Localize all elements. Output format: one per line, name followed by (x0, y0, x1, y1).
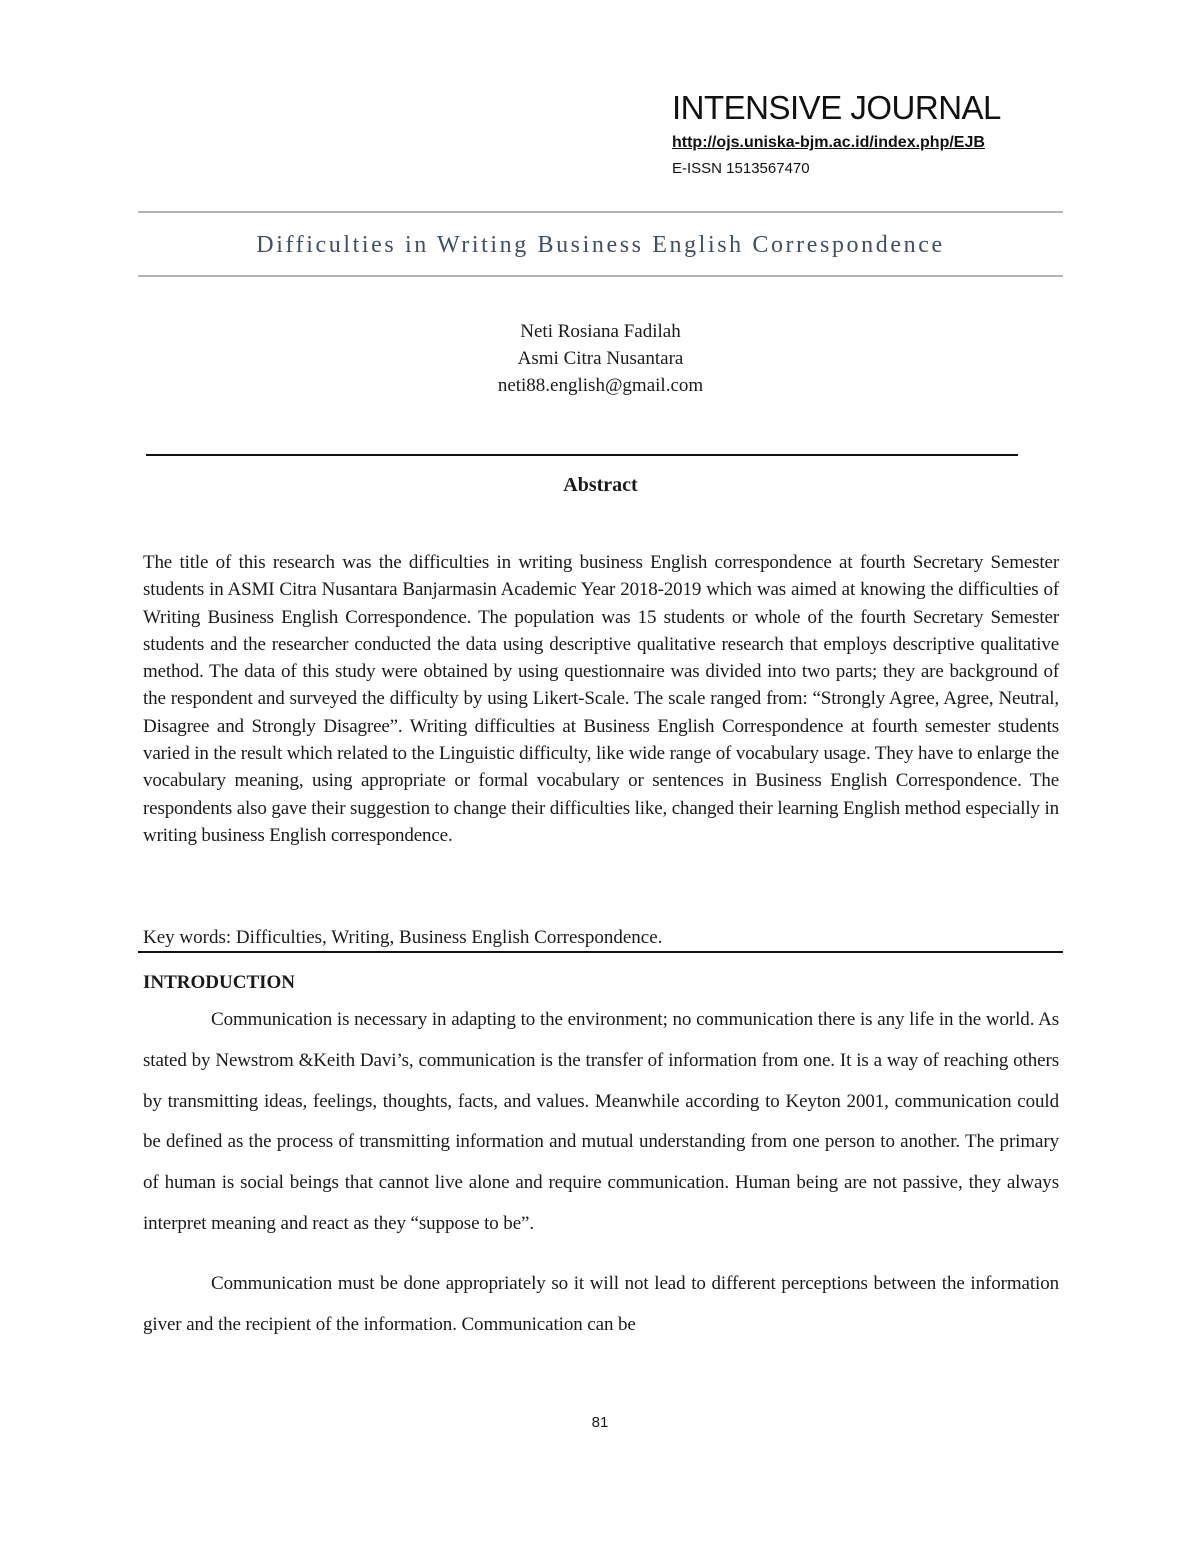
introduction-body (143, 1000, 1059, 1345)
introduction-paragraph: Communication must be done appropriately so it will not lead to different perceptions between the information giver and the recipient of the information. Communication can be (143, 1272, 1059, 1335)
journal-header (672, 88, 1092, 179)
introduction-paragraph: Communication is necessary in adapting to the environment; no communication there is any life in the world. As stated by Newstrom &Keith Davi’s, communication is the transfer of information from one. It is a way of reaching others by transmitting ideas, feelings, thoughts, facts, and values. Meanwhile according to Keyton 2001, communication could be defined as the process of transmitting information and mutual understanding from one person to another. The primary of human is social beings that cannot live alone and require communication. Human being are not passive, they always interpret meaning and react as they “suppose to be”. (143, 1009, 1059, 1234)
page-number: 81 (591, 1414, 609, 1431)
journal-url-link[interactable]: http://ojs.uniska-bjm.ac.id/index.php/EJB (672, 134, 985, 151)
title-bottom-divider (138, 275, 1063, 277)
abstract-body: The title of this research was the difficulties in writing business English correspondence at fourth Secretary Semester students in ASMI Citra Nusantara Banjarmasin Academic Year 2018-2019 which was aimed at knowing the difficulties of Writing Business English Correspondence. The population was 15 students or whole of the fourth Secretary Semester students and the researcher conducted the data using descriptive qualitative research that employs descriptive qualitative method. The data of this study were obtained by using questionnaire was divided into two parts; they are background of the respondent and surveyed the difficulty by using Likert-Scale. The scale ranged from: “Strongly Agree, Agree, Neutral, Disagree and Strongly Disagree”. Writing difficulties at Business English Correspondence at fourth semester students varied in the result which related to the Linguistic difficulty, like wide range of vocabulary usage. They have to enlarge the vocabulary meaning, using appropriate or formal vocabulary or sentences in Business English Correspondence. The respondents also gave their suggestion to change their difficulties like, changed their learning English method especially in writing business English correspondence. (143, 552, 1059, 846)
paper-title: Difficulties in Writing Business English Correspondence (256, 232, 945, 258)
author-name: Neti Rosiana Fadilah (520, 321, 681, 342)
author-block (138, 318, 1063, 399)
keywords: Key words: Difficulties, Writing, Business English Correspondence. (143, 927, 663, 948)
introduction-heading: INTRODUCTION (143, 972, 296, 993)
journal-issn: E-ISSN 1513567470 (672, 160, 810, 177)
journal-name: INTENSIVE JOURNAL (672, 89, 1001, 126)
abstract-top-divider (146, 454, 1018, 456)
author-name: Asmi Citra Nusantara (517, 348, 684, 369)
keywords-divider (138, 951, 1063, 953)
author-email: neti88.english@gmail.com (497, 375, 704, 396)
title-top-divider (138, 211, 1063, 213)
abstract-heading: Abstract (563, 474, 638, 496)
